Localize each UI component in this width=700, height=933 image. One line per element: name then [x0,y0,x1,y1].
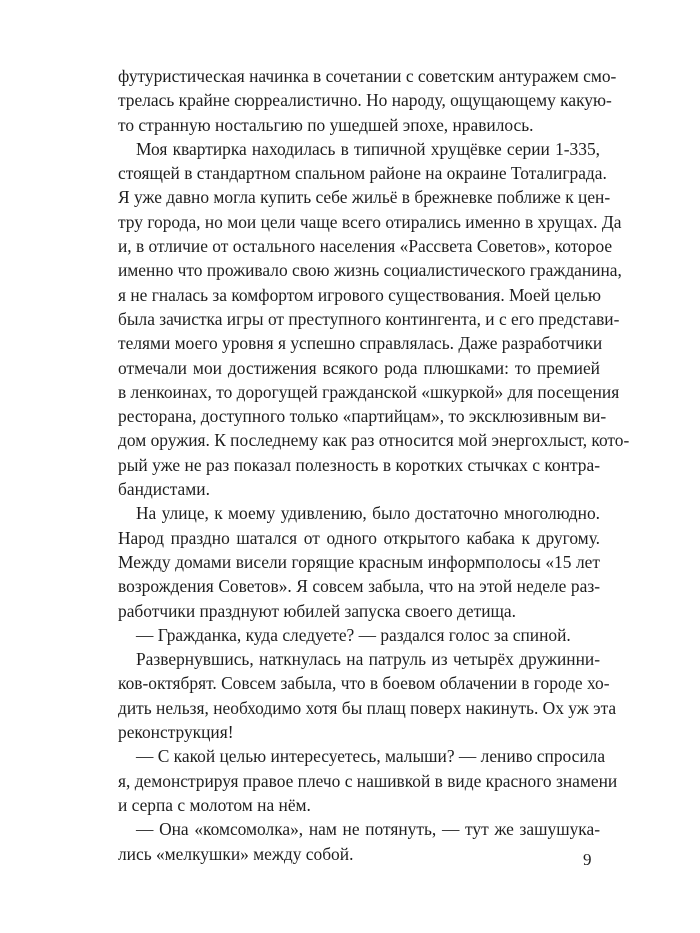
text-line: лись «мелкушки» между собой. [118,843,354,864]
paragraph [118,744,618,817]
paragraph [118,623,600,647]
text-line: Развернувшись, наткнулась на патруль из четырёх дружинни- [136,649,600,670]
text-line: дить нельзя, необходимо хотя бы плащ поверх накинуть. Ох уж эта [118,697,617,718]
text-line: На улице, к моему удивлению, было достаточно многолюдно. [136,503,600,524]
text-line: и, в отличие от остального населения «Рассвета Советов», которое [118,236,613,257]
text-line: Между домами висели горящие красным информполосы «15 лет [118,551,600,572]
paragraph [118,64,617,137]
text-line: работчики празднуют юбилей запуска своего детища. [118,600,516,621]
text-line: трелась крайне сюрреалистично. Но народу, ощущающему какую- [118,90,612,111]
paragraph [118,137,630,501]
text-line: футуристическая начинка в сочетании с советским антуражем смо- [118,66,617,86]
paragraph [118,501,600,622]
text-line: и серпа с молотом на нём. [118,794,311,815]
text-line: то странную ностальгию по ушедшей эпохе, нравилось. [118,114,534,135]
text-line: дом оружия. К последнему как раз относится мой энергохлыст, кото- [118,430,630,451]
text-line: — Она «комсомолка», нам не потянуть, — тут же зашушука- [136,819,600,840]
text-line: я, демонстрируя правое плечо с нашивкой в виде красного знамени [118,770,618,791]
text-line: Я уже давно могла купить себе жильё в брежневке поближе к цен- [118,187,611,208]
text-line: была зачистка игры от преступного контингента, и с его представи- [118,308,620,329]
text-line: телями моего уровня я успешно справлялась. Даже разработчики [118,333,603,354]
text-line: — С какой целью интересуетесь, малыши? — лениво спросила [136,746,606,767]
text-line: именно что проживало свою жизнь социалистического гражданина, [118,260,622,281]
text-line: возрождения Советов». Я совсем забыла, что на этой неделе раз- [118,576,600,597]
text-line: — Гражданка, куда следуете? — раздался голос за спиной. [136,624,571,645]
text-line: стоящей в стандартном спальном районе на окраине Тоталиграда. [118,163,607,184]
body-text [118,64,630,866]
text-line: отмечали мои достижения всякого рода плюшками: то премией [118,357,600,378]
text-line: ков-октябрят. Совсем забыла, что в боевом облачении в городе хо- [118,673,610,694]
paragraph [118,817,600,866]
text-line: ресторана, доступного только «партийцам», то эксклюзивным ви- [118,406,607,427]
page-number: 9 [583,850,592,869]
paragraph [118,647,617,744]
text-line: Моя квартирка находилась в типичной хрущёвке серии 1-335, [136,138,600,159]
text-line: тру города, но мои цели чаще всего отирались именно в хрущах. Да [118,211,622,232]
text-line: Народ праздно шатался от одного открытого кабака к другому. [118,527,600,548]
text-line: я не гналась за комфортом игрового существования. Моей целью [118,284,601,305]
text-line: рый уже не раз показал полезность в коротких стычках с контра- [118,454,600,475]
text-line: в ленкоинах, то дорогущей гражданской «шкуркой» для посещения [118,381,620,402]
text-line: бандистами. [118,479,210,500]
text-line: реконструкция! [118,722,234,743]
